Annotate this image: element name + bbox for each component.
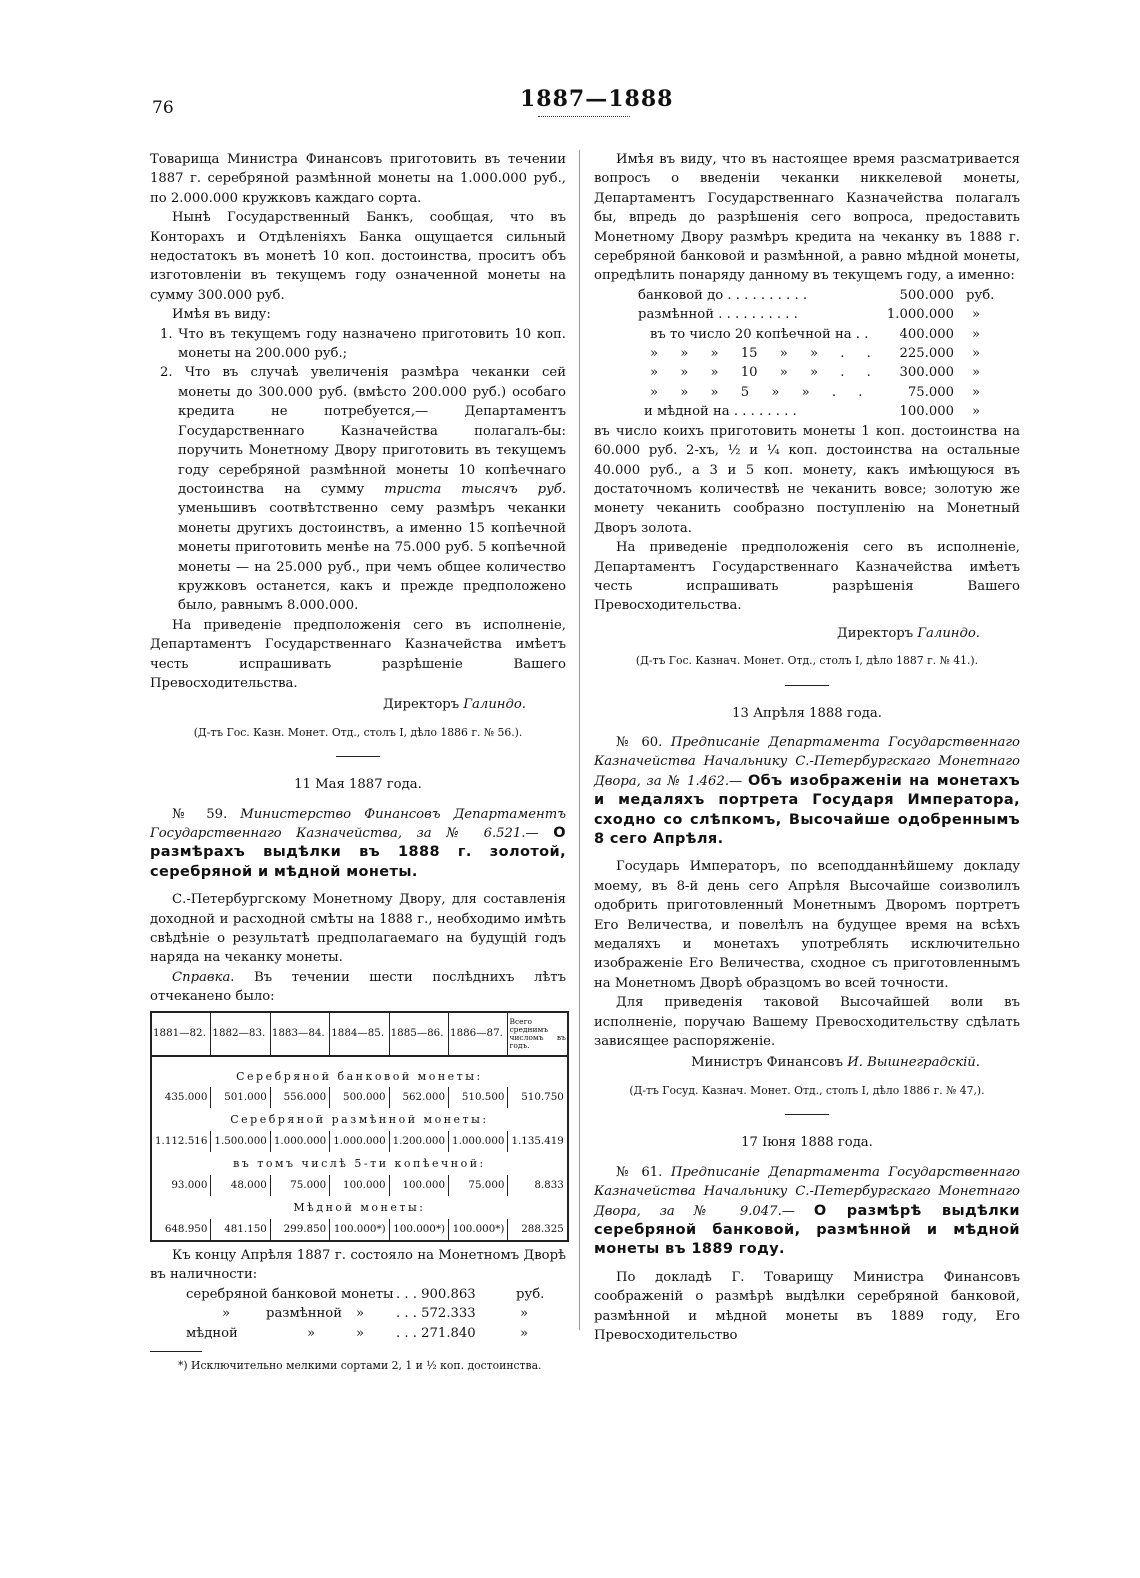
doc-60-number: № 60. (616, 734, 663, 750)
right-paragraph-2: въ число коихъ приготовить монеты 1 коп. достоинства на 60.000 руб. 2-хъ, ½ и ¼ коп. достоинства на остальные 40.000 руб., а 3 и 5 коп. монету, какъ имѣющуюся въ достаточномъ количествѣ не чеканить вовсе; золотую же монету чеканить сообразно поступленію на Монетный Дворъ золота. (594, 423, 1020, 536)
stock-label: » (221, 1306, 231, 1322)
table-row (151, 1087, 568, 1108)
left-list-item-1: 1. Что въ текущемъ году назначено приготовить 10 коп. монеты на 200.000 руб.; (160, 326, 566, 362)
table-header: 1881—82. (151, 1012, 211, 1056)
stock-sublabel: » (306, 1325, 316, 1341)
table-cell: 100.000*) (449, 1219, 508, 1241)
stock-ditto: » (356, 1306, 365, 1322)
table-section-row (151, 1152, 568, 1174)
stock-value: . . . 271.840 (396, 1325, 476, 1341)
table-cell: 100.000*) (389, 1219, 448, 1241)
budget-unit: » (972, 346, 981, 362)
stock-label: мѣдной (186, 1325, 238, 1341)
table-row (151, 1219, 568, 1241)
signature-name: И. Вышнеградскій. (847, 1055, 980, 1071)
table-cell: 100.000*) (330, 1219, 389, 1241)
budget-row (638, 305, 1020, 324)
table-cell: 1.200.000 (389, 1131, 448, 1152)
signature-name: Галиндо. (917, 625, 980, 641)
budget-label: » » » 10 » » . . (650, 365, 871, 381)
signature-title: Директоръ (383, 697, 460, 713)
spravka-label: Справка. (172, 969, 235, 985)
left-paragraph-5: С.-Петербургскому Монетному Двору, для составленія доходной и расходной смѣты на 1888 г., необходимо имѣть свѣдѣніе о результатѣ предполагаемаго на будущій годъ наряда на чеканку монеты. (150, 892, 566, 966)
table-section-label: въ томъ числѣ 5-ти копѣечной: (233, 1157, 486, 1171)
right-paragraph-3: На приведеніе предположенія сего въ исполненіе, Департаментъ Государственнаго Казначейства имѣетъ честь испрашивать разрѣшенія Вашего Превосходительства. (594, 540, 1020, 614)
table-cell: 100.000 (330, 1175, 389, 1196)
table-cell: 75.000 (449, 1175, 508, 1196)
table-cell: 93.000 (171, 1178, 208, 1191)
stock-row (186, 1285, 566, 1304)
budget-value: 225.000 (899, 346, 954, 362)
budget-label: » » » 5 » » . . (650, 384, 863, 400)
table-cell: 299.850 (270, 1219, 329, 1241)
item2-italic: триста тысячъ руб. (384, 481, 567, 497)
spravka-paragraph (150, 968, 566, 1007)
table-cell: 510.750 (508, 1087, 568, 1108)
budget-value: 100.000 (899, 404, 954, 420)
table-cell: 500.000 (330, 1087, 389, 1108)
stock-label: серебряной банковой монеты (186, 1286, 394, 1302)
page-year-heading: 1887—1888 (520, 86, 674, 112)
table-cell: 1.500.000 (211, 1131, 270, 1152)
right-signature-1 (594, 624, 980, 643)
item2-text-b: уменьшивъ соотвѣтственно сему размѣръ чеканки монеты другихъ достоинствъ, а именно 15 копѣечной монеты приготовить менѣе на 75.000 руб. 5 копѣечной монеты — на 25.000 руб., при чемъ общее количество кружковъ останется, какъ и прежде предположено было, равнымъ 8.000.000. (178, 501, 566, 614)
table-cell: 501.000 (211, 1087, 270, 1108)
stock-value: . . . 572.333 (396, 1306, 476, 1322)
budget-value: 500.000 (899, 287, 954, 303)
budget-row (638, 344, 1020, 363)
budget-label: » » » 15 » » . . (650, 346, 871, 362)
budget-value: 75.000 (907, 384, 954, 400)
budget-unit: » (972, 307, 981, 323)
doc-60-heading (594, 733, 1020, 849)
table-row (151, 1131, 568, 1152)
signature-name: Галиндо. (463, 697, 526, 713)
table-cell: 1.135.419 (508, 1131, 568, 1152)
stock-unit: » (520, 1306, 529, 1322)
footnote-rule (150, 1351, 202, 1352)
stock-value: . . . 900.863 (396, 1286, 476, 1302)
table-header: 1884—85. (330, 1012, 389, 1056)
stock-unit: руб. (516, 1286, 545, 1302)
date-heading-june-1888: 17 Іюня 1888 года. (741, 1135, 873, 1151)
right-paragraph-4: Государь Императоръ, по всеподданнѣйшему докладу моему, въ 8-й день сего Апрѣля Высочайше соизволилъ одобрить приготовленный Монетнымъ Дворомъ портретъ Его Величества, и повелѣлъ на будущее время на всѣхъ медаляхъ и монетахъ употреблять исключительно изображеніе Его Величества, сходное съ приготовленнымъ на Монетномъ Дворѣ образцомъ во всей точности. (594, 859, 1020, 991)
section-rule (785, 685, 829, 686)
table-section-label: Серебряной размѣнной монеты: (230, 1113, 489, 1127)
budget-unit: » (972, 404, 981, 420)
table-section-label: Мѣдной монеты: (293, 1201, 426, 1215)
table-cell: 75.000 (270, 1175, 329, 1196)
left-paragraph-6: Къ концу Апрѣля 1887 г. состояло на Монетномъ Дворѣ въ наличности: (150, 1247, 566, 1283)
right-paragraph-5: Для приведенія таковой Высочайшей воли въ исполненіе, поручаю Вашему Превосходительству сдѣлать зависящее распоряженіе. (594, 995, 1020, 1050)
left-paragraph-4: На приведеніе предположенія сего въ исполненіе, Департаментъ Государственнаго Казначейства имѣетъ честь испрашивать разрѣшеніе Вашего Превосходительства. (150, 617, 566, 691)
budget-row (638, 402, 1020, 421)
table-header: 1882—83. (211, 1012, 270, 1056)
budget-row (638, 325, 1020, 344)
year-ornament (538, 116, 630, 120)
doc-59-heading (150, 805, 566, 883)
left-paragraph-3: Имѣя въ виду: (172, 307, 271, 323)
right-column (594, 150, 1020, 1345)
table-header: 1883—84. (270, 1012, 329, 1056)
doc-60-title: Объ изображеніи на монетахъ и медаляхъ портрета Государя Императора, сходно со слѣпкомъ, Высочайше одобреннымъ 8 сего Апрѣля. (594, 772, 1020, 847)
right-reference-1: (Д-тъ Гос. Казнач. Монет. Отд., столъ I, дѣло 1887 г. № 41.). (635, 654, 979, 668)
stock-unit: » (520, 1325, 529, 1341)
doc-61-number: № 61. (616, 1164, 663, 1180)
doc-59-source: Министерство Финансовъ Департаментъ Государственнаго Казначейства, за № 6.521.— (150, 806, 566, 841)
doc-61-title: О размѣрѣ выдѣлки серебряной банковой, размѣнной и мѣдной монеты въ 1889 году. (594, 1202, 1020, 1258)
right-paragraph-1: Имѣя въ виду, что въ настоящее время разсматривается вопросъ о введеніи чеканки никкелевой монеты, Департаментъ Государственнаго Казначейства полагалъ бы, впредь до разрѣшенія сего вопроса, предоставить Монетному Двору размѣръ кредита на чеканку въ 1888 г. серебряной банковой и размѣнной, а равно мѣдной монеты, опредѣлить понаряду данному въ текущемъ году, а именно: (594, 152, 1020, 284)
budget-unit: руб. (966, 287, 995, 303)
table-header: Всего среднимъ числомъ въ годъ. (508, 1012, 568, 1056)
left-reference-1: (Д-тъ Гос. Казн. Монет. Отд., столъ I, дѣло 1886 г. № 56.). (193, 725, 523, 739)
table-cell: 648.950 (164, 1222, 208, 1235)
doc-61-heading (594, 1163, 1020, 1260)
section-rule (336, 756, 380, 757)
left-list-item-2 (150, 363, 566, 615)
left-signature (150, 695, 526, 714)
spravka-text: Въ течении шести послѣднихъ лѣтъ отчеканено было: (150, 969, 566, 1005)
budget-label: въ то число 20 копѣечной на . . (650, 326, 869, 342)
budget-row (638, 363, 1020, 382)
budget-unit: » (972, 384, 981, 400)
doc-60-source: Предписаніе Департамента Государственнаго Казначейства Начальнику С.-Петербургскаго Монетнаго Двора, за № 1.462.— (594, 734, 1020, 789)
right-signature-2 (594, 1053, 980, 1072)
doc-59-title: О размѣрахъ выдѣлки въ 1888 г. золотой, серебряной и мѣдной монеты. (150, 825, 566, 880)
table-cell: 1.000.000 (270, 1131, 329, 1152)
section-rule (785, 1114, 829, 1115)
budget-row (638, 383, 1020, 402)
coinage-statistics-table (150, 1011, 569, 1242)
table-cell: 1.000.000 (449, 1131, 508, 1152)
budget-list (638, 286, 1020, 422)
budget-value: 1.000.000 (886, 307, 954, 323)
table-cell: 481.150 (211, 1219, 270, 1241)
table-section-row (151, 1065, 568, 1087)
table-cell: 1.000.000 (330, 1131, 389, 1152)
right-paragraph-6: По докладѣ Г. Товарищу Министра Финансовъ соображеній о размѣрѣ выдѣлки серебряной банковой, размѣнной и мѣдной монеты въ 1889 году, Его Превосходительство (594, 1269, 1020, 1343)
table-cell: 435.000 (164, 1091, 208, 1104)
table-header-row (151, 1012, 568, 1056)
date-heading-may-1887: 11 Мая 1887 года. (294, 777, 422, 793)
left-paragraph-1: Товарища Министра Финансовъ приготовить въ течении 1887 г. серебряной размѣнной монеты на 1.000.000 руб., по 2.000.000 кружковъ каждаго сорта. (150, 152, 566, 206)
table-cell: 100.000 (389, 1175, 448, 1196)
stock-row (186, 1324, 566, 1343)
table-section-row (151, 1108, 568, 1130)
budget-label: размѣнной . . . . . . . . . . (638, 307, 798, 323)
table-section-row (151, 1196, 568, 1218)
left-column (150, 150, 566, 1375)
budget-unit: » (972, 326, 981, 342)
signature-title: Министръ Финансовъ (691, 1055, 843, 1071)
stock-ditto: » (356, 1325, 365, 1341)
table-cell: 1.112.516 (155, 1134, 208, 1147)
stock-sublabel: размѣнной (266, 1306, 343, 1322)
footnote: *) Исключительно мелкими сортами 2, 1 и ½ коп. достоинства. (178, 1358, 542, 1372)
stock-list (186, 1285, 566, 1343)
budget-value: 400.000 (899, 326, 954, 342)
budget-label: банковой до . . . . . . . . . . (638, 287, 808, 303)
budget-value: 300.000 (899, 365, 954, 381)
table-header: 1886—87. (449, 1012, 508, 1056)
signature-title: Директоръ (837, 625, 914, 641)
right-reference-2: (Д-тъ Госуд. Казнач. Монет. Отд., столъ I, дѣло 1886 г. № 47,). (629, 1083, 985, 1097)
page-number: 76 (152, 98, 174, 118)
table-cell: 288.325 (508, 1219, 568, 1241)
item2-text-a: 2. Что въ случаѣ увеличенія размѣра чеканки сей монеты до 300.000 руб. (вмѣсто 200.000 руб.) особаго кредита не потребуется,— Департаментъ Государственнаго Казначейства полагалъ-бы: поручить Монетному Двору приготовить въ текущемъ году серебряной размѣнной монеты 10 копѣечнаго достоинства на сумму (160, 365, 566, 497)
budget-unit: » (972, 365, 981, 381)
stock-row (186, 1304, 566, 1323)
left-paragraph-2: Нынѣ Государственный Банкъ, сообщая, что въ Конторахъ и Отдѣленіяхъ Банка ощущается сильный недостатокъ въ монетѣ 10 коп. достоинства, проситъ объ изготовленіи въ текущемъ году означенной монеты на сумму 300.000 руб. (150, 210, 566, 303)
doc-61-source: Предписаніе Департамента Государственнаго Казначейства Начальнику С.-Петербургскаго Монетнаго Двора, за № 9.047.— (594, 1164, 1020, 1219)
budget-label: и мѣдной на . . . . . . . . (644, 404, 797, 420)
table-header: 1885—86. (389, 1012, 448, 1056)
doc-59-number: № 59. (172, 806, 228, 822)
table-row (151, 1175, 568, 1196)
budget-row (638, 286, 1020, 305)
table-section-label: Серебряной банковой монеты: (236, 1069, 483, 1083)
table-cell: 556.000 (270, 1087, 329, 1108)
table-cell: 510.500 (449, 1087, 508, 1108)
table-cell: 562.000 (389, 1087, 448, 1108)
table-cell: 8.833 (508, 1175, 568, 1196)
date-heading-april-1888: 13 Апрѣля 1888 года. (732, 705, 882, 721)
column-divider (579, 150, 580, 1330)
table-cell: 48.000 (211, 1175, 270, 1196)
